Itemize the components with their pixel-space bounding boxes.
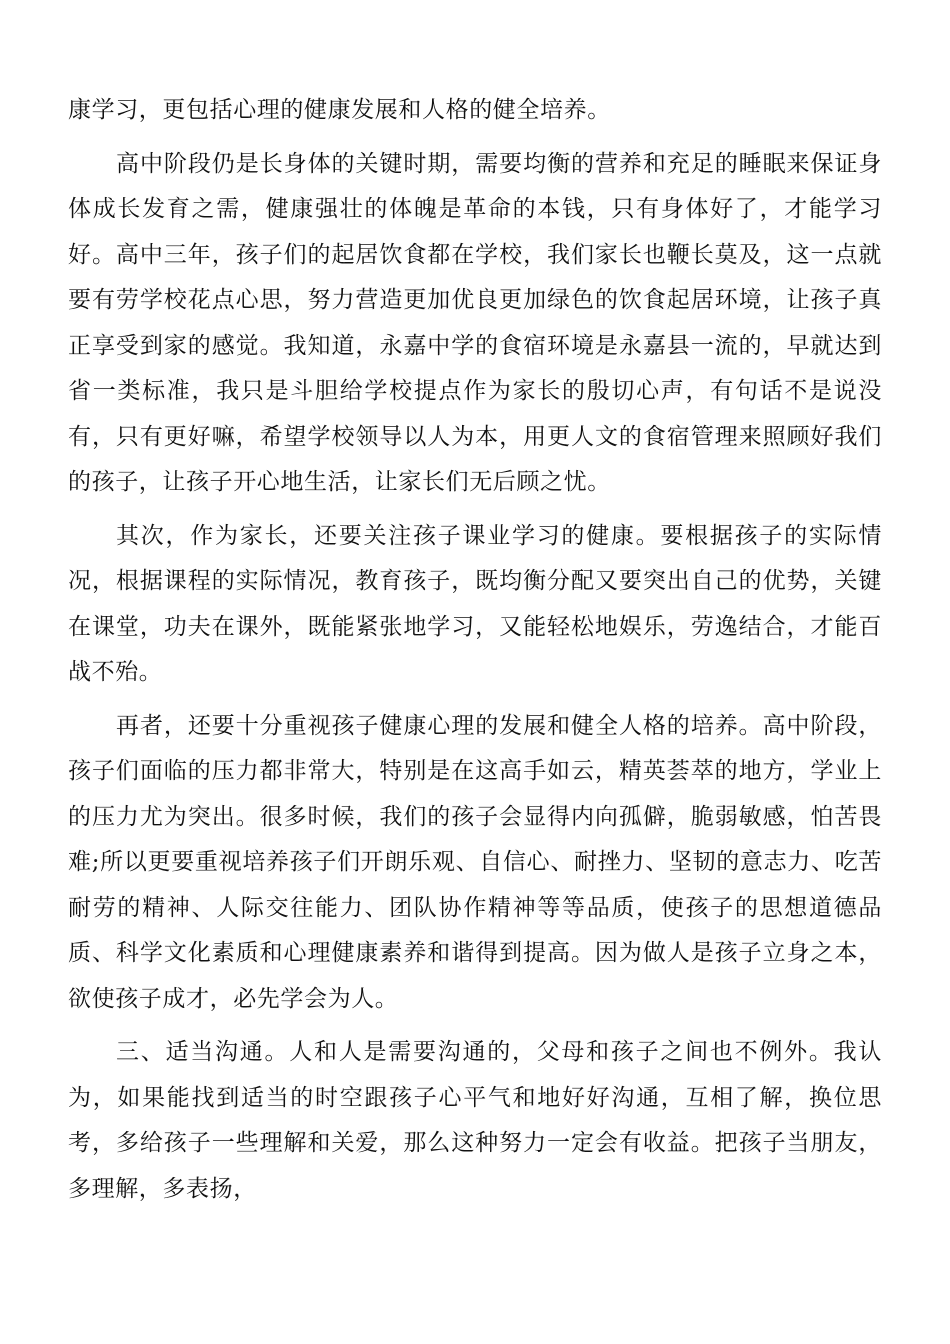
document-body: [68, 88, 882, 1212]
paragraph-academic-health: 其次，作为家长，还要关注孩子课业学习的健康。要根据孩子的实际情况，根据课程的实际情况，教育孩子，既均衡分配又要突出自己的优势，关键在课堂，功夫在课外，既能紧张地学习，又能轻松地娱乐，劳逸结合，才能百战不殆。: [68, 522, 882, 685]
paragraph-communication: 三、适当沟通。人和人是需要沟通的，父母和孩子之间也不例外。我认为，如果能找到适当的时空跟孩子心平气和地好好沟通，互相了解，换位思考，多给孩子一些理解和关爱，那么这种努力一定会有收益。把孩子当朋友，多理解，多表扬，: [68, 1039, 882, 1202]
paragraph-physical-health: 高中阶段仍是长身体的关键时期，需要均衡的营养和充足的睡眠来保证身体成长发育之需，健康强壮的体魄是革命的本钱，只有身体好了，才能学习好。高中三年，孩子们的起居饮食都在学校，我们家长也鞭长莫及，这一点就要有劳学校花点心思，努力营造更加优良更加绿色的饮食起居环境，让孩子真正享受到家的感觉。我知道，永嘉中学的食宿环境是永嘉县一流的，早就达到省一类标准，我只是斗胆给学校提点作为家长的殷切心声，有句话不是说没有，只有更好嘛，希望学校领导以人为本，用更人文的食宿管理来照顾好我们的孩子，让孩子开心地生活，让家长们无后顾之忧。: [68, 150, 882, 495]
paragraph-mental-health: 再者，还要十分重视孩子健康心理的发展和健全人格的培养。高中阶段，孩子们面临的压力都非常大，特别是在这高手如云，精英荟萃的地方，学业上的压力尤为突出。很多时候，我们的孩子会显得内向孤僻，脆弱敏感，怕苦畏难;所以更要重视培养孩子们开朗乐观、自信心、耐挫力、坚韧的意志力、吃苦耐劳的精神、人际交往能力、团队协作精神等等品质，使孩子的思想道德品质、科学文化素质和心理健康素养和谐得到提高。因为做人是孩子立身之本，欲使孩子成才，必先学会为人。: [68, 712, 882, 1012]
paragraph-continuation: 康学习，更包括心理的健康发展和人格的健全培养。: [68, 97, 611, 123]
